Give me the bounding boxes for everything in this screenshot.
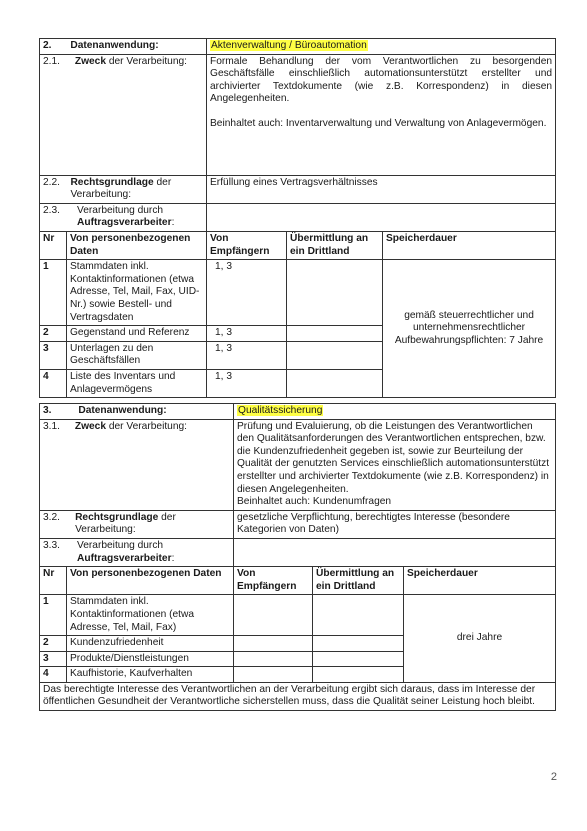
processor-label-colon: : — [171, 217, 175, 229]
footnote-row — [40, 682, 556, 710]
legal-label-bold: Rechtsgrundlage — [75, 511, 159, 523]
row-data: Stammdaten inkl. Kontaktinformationen (etwa Adresse, Tel, Mail, Fax, UID-Nr.) sowie Bestell- und Vertragsdaten — [67, 260, 207, 326]
row-nr: 1 — [40, 595, 67, 636]
row-data: Gegenstand und Referenz — [67, 326, 207, 342]
section-3-number: 3. — [43, 405, 52, 416]
col-recipients: Von Empfängern — [234, 567, 313, 595]
storage-duration: drei Jahre — [404, 595, 556, 683]
col-storage: Speicherdauer — [404, 567, 556, 595]
purpose-label-bold: Zweck — [74, 55, 106, 67]
row-transfer — [313, 651, 404, 667]
row-nr: 3 — [40, 341, 67, 369]
processor-label: Verarbeitung durch — [77, 204, 164, 216]
processor-value — [234, 538, 556, 566]
row-recipients — [234, 636, 313, 652]
row-transfer — [287, 369, 383, 397]
row-number: 3.1. — [43, 420, 60, 432]
row-recipients — [234, 595, 313, 636]
section-2-purpose-row — [40, 54, 556, 175]
row-nr: 1 — [40, 260, 67, 326]
legal-label-rest: der Verarbeitung: — [70, 176, 172, 201]
section-2-number: 2. — [43, 40, 52, 51]
table-row — [40, 595, 556, 636]
row-data: Liste des Inventars und Anlagevermögens — [67, 369, 207, 397]
legal-basis-text: gesetzliche Verpflichtung, berechtigtes Interesse (besondere Kategorien von Daten) — [234, 510, 556, 538]
purpose-text-extra: Beinhaltet auch: Kundenumfragen — [237, 496, 392, 508]
row-recipients: 1, 3 — [207, 260, 287, 326]
row-number: 3.2. — [43, 511, 60, 523]
row-data: Kaufhistorie, Kaufverhalten — [67, 667, 234, 683]
legitimate-interest-note: Das berechtigte Interesse des Verantwortlichen an der Verarbeitung ergibt sich daraus, dass im Interesse der öffentlichen Gesundheit der Verantwortliche sicherstellen muss, dass die Qualität seiner Leistung hoch bleibt. — [40, 682, 556, 710]
row-data: Kundenzufriedenheit — [67, 636, 234, 652]
row-number: 2.3. — [43, 204, 60, 216]
col-nr: Nr — [40, 567, 67, 595]
purpose-text-extra: Beinhaltet auch: Inventarverwaltung und Verwaltung von Anlagevermögen. — [210, 117, 547, 129]
processor-label-bold: Auftragsverarbeiter — [77, 217, 172, 229]
section-2-table — [39, 38, 556, 398]
row-data: Stammdaten inkl. Kontaktinformationen (etwa Adresse, Tel, Mail, Fax) — [67, 595, 234, 636]
row-recipients: 1, 3 — [207, 326, 287, 342]
section-3-header-value: Qualitätssicherung — [238, 405, 323, 416]
purpose-label-bold: Zweck — [74, 420, 106, 432]
row-transfer — [287, 341, 383, 369]
row-transfer — [313, 636, 404, 652]
row-recipients: 1, 3 — [207, 369, 287, 397]
processor-label: Verarbeitung durch — [77, 539, 164, 551]
section-2-header-label: Datenanwendung: — [70, 40, 159, 51]
row-nr: 4 — [40, 369, 67, 397]
row-data: Unterlagen zu den Geschäftsfällen — [67, 341, 207, 369]
purpose-text: Formale Behandlung der vom Verantwortlichen zu besorgenden Geschäftsfälle einschließlich automationsunterstützt erstellter und archivierter Textdokumente (wie z.B. Korrespondenz) in diesen Angelegenheiten. — [210, 55, 553, 105]
section-3-header-row — [40, 404, 556, 420]
row-nr: 4 — [40, 667, 67, 683]
row-recipients: 1, 3 — [207, 341, 287, 369]
row-transfer — [313, 667, 404, 683]
section-3-header-label: Datenanwendung: — [78, 405, 167, 416]
col-storage: Speicherdauer — [383, 231, 556, 259]
col-data: Von personenbezogenen Daten — [67, 567, 234, 595]
purpose-label-rest: der Verarbeitung: — [106, 55, 187, 67]
col-nr: Nr — [40, 231, 67, 259]
row-number: 3.3. — [43, 539, 60, 551]
col-data: Von personenbezogenen Daten — [67, 231, 207, 259]
purpose-text: Prüfung und Evaluierung, ob die Leistungen des Verantwortlichen den Qualitätsanforderungen des Verantwortlichen entsprechen, bzw. die Kundenzufriedenheit gegeben ist, sowie zur Beurteilung der Qualität der genutzten Services einschließlich automationsunterstützt erstellter und archivierter Textdokumente (wie z.B. Korrespondenz) in diesen Angelegenheiten. — [237, 420, 550, 495]
section-3-table — [39, 403, 556, 711]
legal-basis-text: Erfüllung eines Vertragsverhältnisses — [207, 175, 556, 203]
purpose-label-rest: der Verarbeitung: — [106, 420, 187, 432]
legal-label-rest: der Verarbeitung: — [75, 511, 176, 536]
row-number: 2.2. — [43, 176, 60, 188]
processor-label-bold: Auftragsverarbeiter — [77, 552, 172, 564]
row-transfer — [287, 326, 383, 342]
col-transfer: Übermittlung an ein Drittland — [313, 567, 404, 595]
storage-duration: gemäß steuerrechtlicher und unternehmensrechtlicher Aufbewahrungspflichten: 7 Jahre — [383, 260, 556, 398]
col-transfer: Übermittlung an ein Drittland — [287, 231, 383, 259]
section-2-legal-row — [40, 175, 556, 203]
row-transfer — [287, 260, 383, 326]
row-nr: 2 — [40, 326, 67, 342]
row-data: Produkte/Dienstleistungen — [67, 651, 234, 667]
row-nr: 2 — [40, 636, 67, 652]
processor-value — [207, 203, 556, 231]
row-nr: 3 — [40, 651, 67, 667]
section-2-column-header — [40, 231, 556, 259]
col-recipients: Von Empfängern — [207, 231, 287, 259]
row-recipients — [234, 667, 313, 683]
legal-label-bold: Rechtsgrundlage — [70, 176, 154, 188]
row-recipients — [234, 651, 313, 667]
section-3-purpose-row — [40, 419, 556, 510]
page-number: 2 — [550, 771, 557, 783]
section-2-processor-row — [40, 203, 556, 231]
section-2-header-row — [40, 39, 556, 55]
row-number: 2.1. — [43, 55, 60, 67]
section-3-legal-row — [40, 510, 556, 538]
row-transfer — [313, 595, 404, 636]
table-row — [40, 260, 556, 326]
section-3-processor-row — [40, 538, 556, 566]
section-3-column-header — [40, 567, 556, 595]
processor-label-colon: : — [171, 552, 175, 564]
section-2-header-value: Aktenverwaltung / Büroautomation — [211, 40, 367, 51]
